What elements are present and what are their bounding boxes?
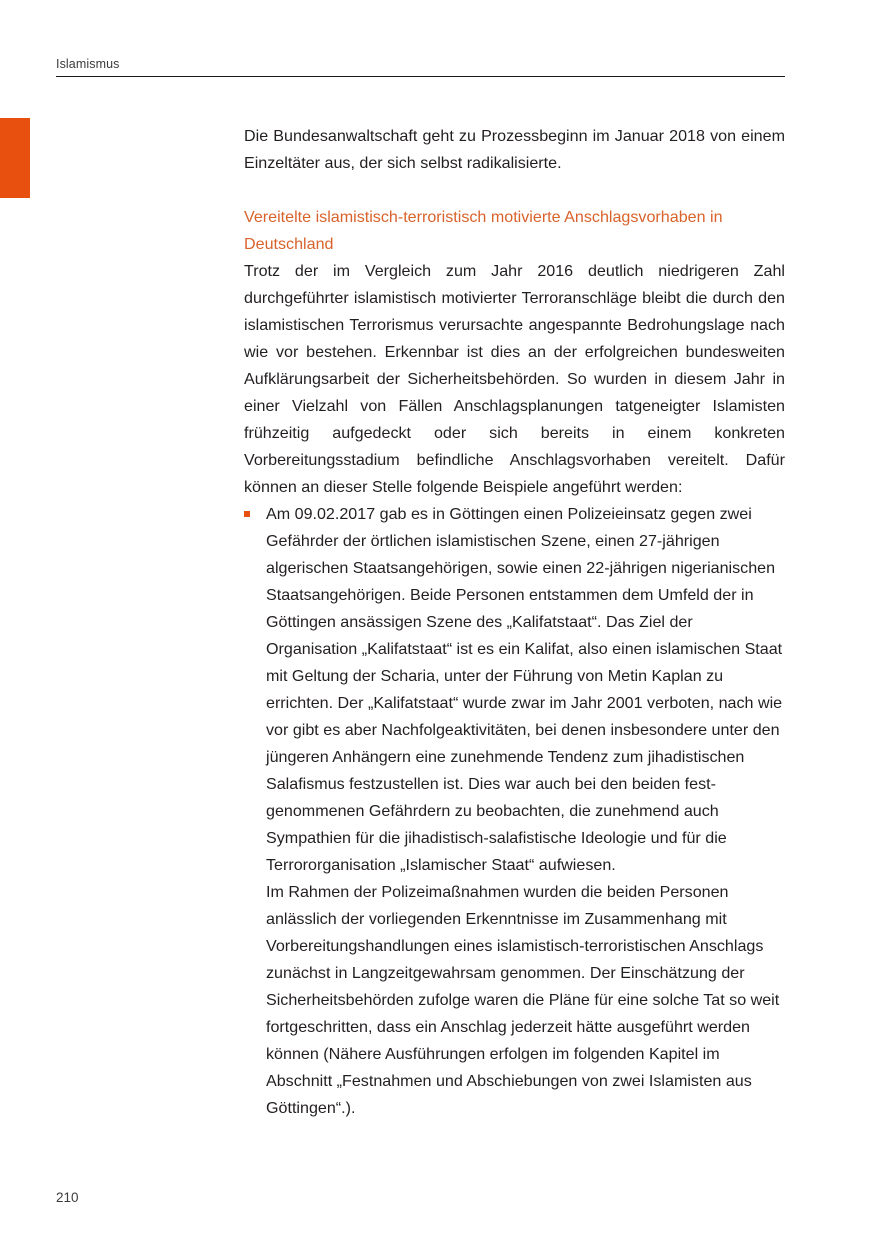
section-heading: Vereitelte islamistisch-terroristisch motivierte Anschlagsvorhaben in Deutschland (244, 208, 723, 253)
bullet-paragraph-1: Am 09.02.2017 gab es in Göttingen einen Polizeieinsatz gegen zwei Gefährder der örtlichen islamistischen Szene, einen 27-jährigen algerischen Staatsangehörigen, sowie einen 22-jährigen nigerianischen Staatsangehörigen. Beide Personen entstammen dem Umfeld der in Göttingen ansässigen Szene des „Kalifatstaat“. Das Ziel der Organisation „Kalifatstaat“ ist es ein Kalifat, also einen islamischen Staat mit Geltung der Scharia, unter der Führung von Metin Kaplan zu errichten. Der „Kalifatstaat“ wurde zwar im Jahr 2001 verboten, nach wie vor gibt es aber Nachfolgeaktivitäten, bei denen insbesondere unter den jüngeren Anhängern eine zunehmende Tendenz zum jihadistischen Salafismus festzustellen ist. Dies war auch bei den beiden festgenommenen Gefährdern zu beobachten, die zunehmend auch Sympathien für die jihadistisch-salafistische Ideologie und für die Terrororganisation „Islamischer Staat“ aufwiesen. (266, 505, 783, 874)
header-rule (56, 76, 785, 77)
text-column (244, 123, 785, 1122)
page-number: 210 (56, 1190, 79, 1205)
intro-paragraph: Die Bundesanwaltschaft geht zu Prozessbeginn im Januar 2018 von einem Einzeltäter aus, der sich selbst radikalisierte. (244, 127, 785, 172)
section-thumb-tab (0, 118, 30, 198)
bullet-paragraph-2: Im Rahmen der Polizeimaßnahmen wurden die beiden Personen anlässlich der vorliegenden Erkenntnisse im Zusammenhang mit Vorbereitungshandlungen eines islamistisch-terroristischen Anschlags zunächst in Langzeitgewahrsam genommen. Der Einschätzung der Sicherheitsbehörden zufolge waren die Pläne für eine solche Tat so weit fortgeschritten, dass ein Anschlag jederzeit hätte ausgeführt werden können (Nähere Ausführungen erfolgen im folgenden Kapitel im Abschnitt „Festnahmen und Abschiebungen von zwei Islamisten aus Göttingen“.). (266, 883, 780, 1117)
list-item (244, 501, 785, 1122)
running-header (56, 56, 785, 77)
section-paragraph: Trotz der im Vergleich zum Jahr 2016 deutlich niedrigeren Zahl durchgeführter islamistisch motivierter Terroranschläge bleibt die durch den islamistischen Terrorismus verursachte angespannte Bedrohungslage nach wie vor bestehen. Erkennbar ist dies an der erfolgreichen bundesweiten Aufklärungsarbeit der Sicherheitsbehörden. So wurden in diesem Jahr in einer Vielzahl von Fällen Anschlagsplanungen tatgeneigter Islamisten frühzeitig aufgedeckt oder sich bereits in einem konkreten Vorbereitungsstadium befindliche Anschlagsvorhaben vereitelt. Dafür können an dieser Stelle folgende Beispiele angeführt werden: (244, 262, 785, 496)
running-header-title: Islamismus (56, 57, 120, 71)
square-bullet-icon (244, 511, 250, 517)
example-bullet-list (244, 501, 785, 1122)
